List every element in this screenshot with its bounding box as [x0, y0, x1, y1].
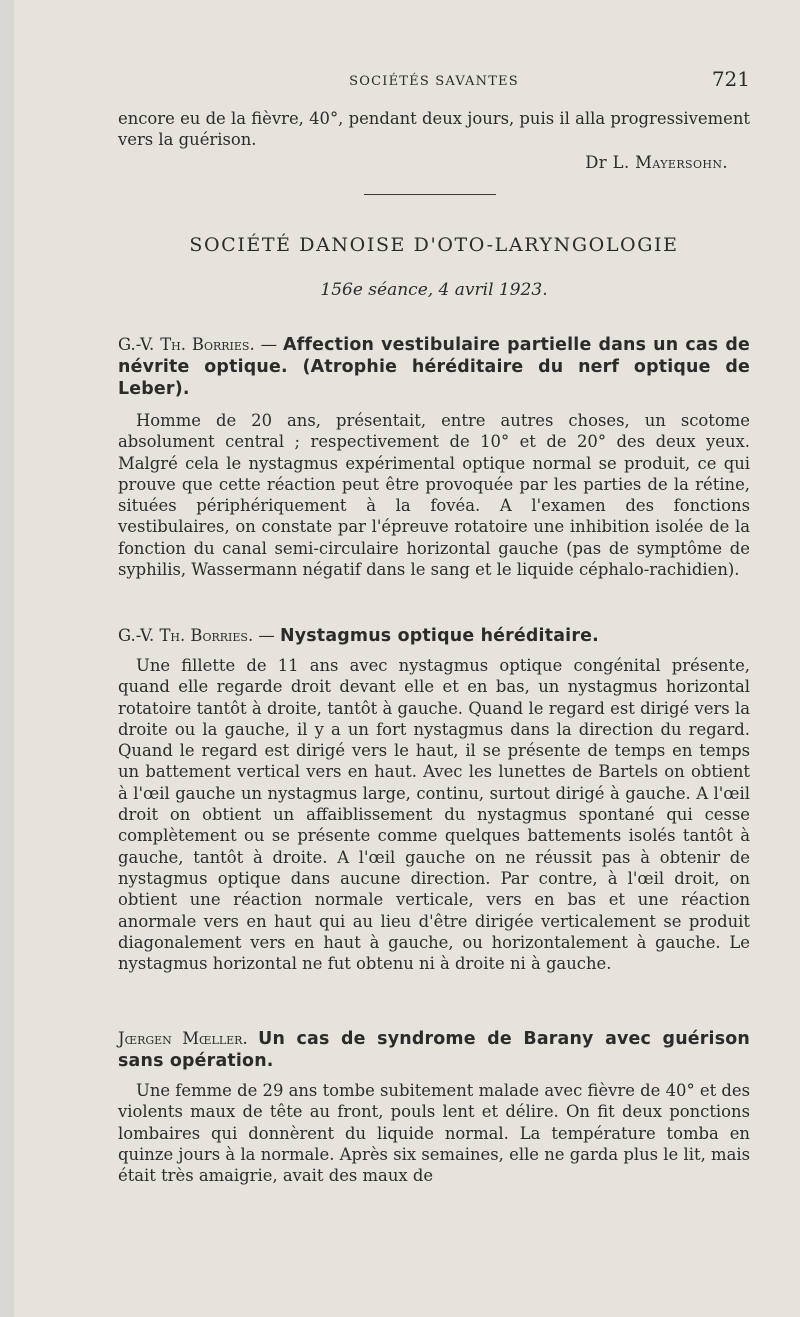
- article-body: Une fillette de 11 ans avec nystagmus optique congénital présente, quand elle regarde droit devant elle et en bas, un nystagmus horizontal rotatoire tantôt à droite, tantôt à gauche. Quand le regard est dirigé vers la droite ou la gauche, il y a un fort nystagmus dans la direction du regard. Quand le regard est dirigé vers le haut, il se présente de temps en temps un battement vertical vers en haut. Avec les lunettes de Bartels on obtient à l'œil gauche un nystagmus large, continu, surtout dirigé à gauche. A l'œil droit on obtient un affaiblissement du nystagmus spontané qui cesse complètement ou se présente comme quelques battements isolés tantôt à gauche, tantôt à droite. A l'œil gauche on ne réussit pas à obtenir de nystagmus optique dans aucune direction. Par contre, à l'œil droit, on obtient une réaction normale verticale, vers en bas et une réaction anormale vers en haut qui au lieu d'être dirigée verticalement se produit diagonalement vers en haut à gauche, ou horizontalement à gauche. Le nystagmus horizontal ne fut obtenu ni à droite ni à gauche.: [118, 656, 750, 974]
- article-dash: —: [254, 335, 283, 354]
- signature-prefix: Dr: [585, 153, 613, 172]
- society-heading: SOCIÉTÉ DANOISE D'OTO-LARYNGOLOGIE: [189, 234, 679, 256]
- signature: [585, 153, 728, 172]
- article-author: G.-V. Th. Borries.: [118, 626, 254, 645]
- running-head: [118, 67, 750, 94]
- article-body: Homme de 20 ans, présentait, entre autres choses, un scotome absolument central ; respectivement de 10° et de 20° des deux yeux. Malgré cela le nystagmus expérimental optique normal se produit, ce qui prouve que cette réaction peut être provoquée par les parties de la rétine, situées périphériquement à la fovéa. A l'examen des fonctions vestibulaires, on constate par l'épreuve rotatoire une inhibition isolée de la fonction du canal semi-circulaire horizontal gauche (pas de symptôme de syphilis, Wassermann négatif dans le sang et le liquide céphalo-rachidien).: [118, 411, 750, 580]
- article-2: [118, 625, 750, 974]
- article-author: Jœrgen Mœller.: [118, 1029, 248, 1048]
- article-heading: [118, 625, 750, 647]
- article-heading: [118, 1028, 750, 1072]
- session-line: 156e séance, 4 avril 1923.: [320, 280, 548, 300]
- signature-name: L. Mayersohn.: [612, 153, 728, 172]
- section-divider: [364, 194, 496, 195]
- running-title: SOCIÉTÉS SAVANTES: [349, 74, 519, 89]
- article-dash: [248, 1029, 258, 1048]
- article-1: [118, 334, 750, 580]
- page-number: 721: [711, 67, 750, 91]
- article-title: Affection vestibulaire partielle dans un cas de névrite optique. (Atrophie héréditaire du nerf optique de Leber).: [118, 335, 751, 399]
- article-3: [118, 1028, 750, 1186]
- article-dash: —: [253, 626, 280, 645]
- scanned-page: [14, 0, 800, 1317]
- article-heading: [118, 334, 750, 400]
- prev-article-text: encore eu de la fièvre, 40°, pendant deux jours, puis il alla progressivement vers la guérison.: [118, 109, 750, 150]
- article-author: G.-V. Th. Borries.: [118, 335, 255, 354]
- article-title: Un cas de syndrome de Barany avec guérison sans opération.: [118, 1029, 750, 1071]
- article-title: Nystagmus optique héréditaire.: [279, 626, 599, 646]
- article-body: Une femme de 29 ans tombe subitement malade avec fièvre de 40° et des violents maux de tête au front, pouls lent et délire. On fit deux ponctions lombaires qui donnèrent du liquide normal. La température tomba en quinze jours à la normale. Après six semaines, elle ne garda plus le lit, mais était très amaigrie, avait des maux de: [118, 1081, 750, 1186]
